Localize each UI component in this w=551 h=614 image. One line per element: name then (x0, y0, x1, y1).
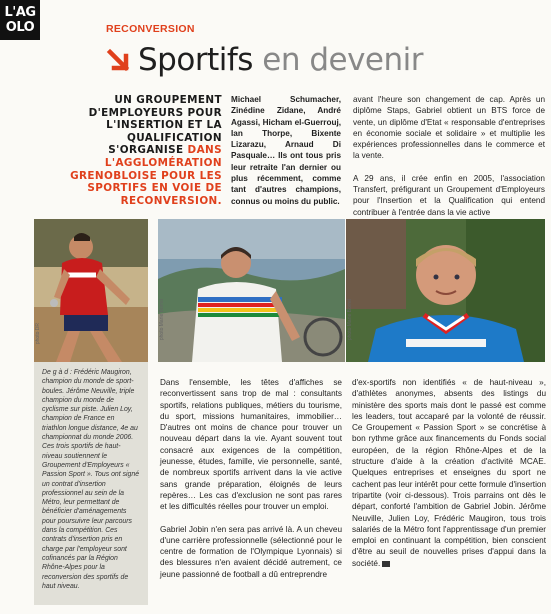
photo-caption: De g à d : Frédéric Maugiron, champion du monde de sport-boules. Jérôme Neuville, triple champion du monde de cyclisme sur piste. Julien Loy, champion de France en triathlon longue distance, 4e au championnat du monde 2006. Ces trois sportifs de haut-niveau soutiennent le Groupement d'Employeurs « Passion Sport ». Tous ont signé un contrat d'insertion professionnel au sein de la Métro, leur permettant de bénéficier d'aménagements pour poursuivre leur parcours dans la compétition. Ces contrats d'insertion pris en charge par l'employeur sont cofinancés par la Région Rhône-Alpes pour la reconversion des sportifs de haut niveau. (34, 362, 148, 605)
intro-paragraph: Michael Schumacher, Zinédine Zidane, André Agassi, Hicham el-Guerrouj, Ian Thorpe, Bixente Lizarazu, Arnaud Di Pasquale… Ils ont tous pris leur retraite l'an dernier ou plus récemment, comme tant d'autres champions, connus ou moins du public. (231, 95, 341, 206)
end-of-article-mark (382, 561, 390, 567)
column-top-right (353, 94, 545, 218)
lede-dark: UN GROUPEMENT D'EMPLOYEURS POUR L'INSERTION ET LA QUALIFICATION S'ORGANISE (88, 94, 222, 157)
photo-image (158, 219, 345, 362)
photo-image (346, 219, 545, 362)
logo-line1: L'AG (4, 5, 36, 20)
page-title (138, 42, 423, 78)
lede-orange: DANS L'AGGLOMÉRATION GRENOBLOISE POUR LES SPORTIFS EN VOIE DE RECONVERSION. (70, 144, 222, 207)
paragraph: Dans l'ensemble, les têtes d'affiches se reconvertissent sans trop de mal : consultants sportifs, relations publiques, métiers du tourisme, du sport, missions humanitaires, immobilier… D'autres ont moins de chance pour trouver un nouveau départ dans la vie. Ayant souvent tout consacré aux exigences de la compétition, jeunesse, études, famille, vie personnelle, santé, de nombreux sportifs arrivent dans la vie active sans grande préparation, éloignés de leurs repères… Les cas d'exclusion ne sont pas rares et les difficultés réelles pour trouver un emploi. (160, 378, 342, 512)
paragraph: A 29 ans, il crée enfin en 2005, l'association Transfert, préfigurant un Groupement d'Employeurs pour l'Insertion et la Qualification qui entend contribuer à l'entrée dans la vie active (353, 173, 545, 217)
title-part2: en devenir (262, 42, 424, 78)
photo-frederic-maugiron (34, 219, 148, 362)
column-bottom-middle (160, 377, 342, 580)
section-rubric: RECONVERSION (106, 23, 195, 35)
photo-credit: photo Marie Borrel (347, 299, 353, 341)
arrow-down-right-icon (106, 48, 131, 73)
logo-line2: OLO (5, 20, 35, 35)
column-bottom-right (352, 377, 546, 569)
magazine-logo (0, 0, 40, 40)
paragraph-text: d'ex-sportifs non identifiés « de haut-niveau », d'athlètes anonymes, absents des listings du ministère des sports mais dont le passé est comme les leaders, tout accaparé par la volonté de réussir. Ce Groupement « Passion Sport » se concrétise à bon rythme grâce aux financements du Fonds social européen, de la région Rhône-Alpes et de la structure d'aide à la création d'activité MCAE. Quelques entreprises et enseignes du sport ne cachent pas leur intérêt pour cette formule d'insertion tripartite (voir ci-dessous). Trois parrains ont dès le départ, conforté l'ambition de Gabriel Jobin. Jérôme Neuville, Julien Loy, Frédéric Maugiron, tous trois salariés de la Métro font l'apprentissage d'un premier emploi en continuant la compétition, bien conscient d'être au seuil de nouvelles prises d'appui dans la société. (352, 378, 546, 568)
photo-credit: photo Marie Borrel (159, 299, 165, 341)
title-part1: Sportifs (138, 42, 253, 78)
paragraph-last (352, 377, 546, 569)
paragraph: Gabriel Jobin n'en sera pas arrivé là. A un cheveu d'une carrière professionnelle (sélectionné pour le centre de formation de l'Olympique Lyonnais) si des blessures n'en avaient décidé autrement, ce jeune passionné de football a dû entreprendre (160, 524, 342, 579)
column-intro (231, 94, 341, 207)
paragraph: avant l'heure son changement de cap. Après un diplôme Staps, Gabriel obtient un BTS force de vente, un diplôme d'Etat « responsable d'entreprises en économie sociale et solidaire » et multiplie les expériences professionnelles dans le commerce et la vente. (353, 95, 545, 161)
photo-image (34, 219, 148, 362)
photo-credit: photo DR (35, 323, 41, 345)
lede (64, 94, 222, 207)
photo-julien-loy (346, 219, 545, 362)
photo-jerome-neuville (158, 219, 345, 362)
